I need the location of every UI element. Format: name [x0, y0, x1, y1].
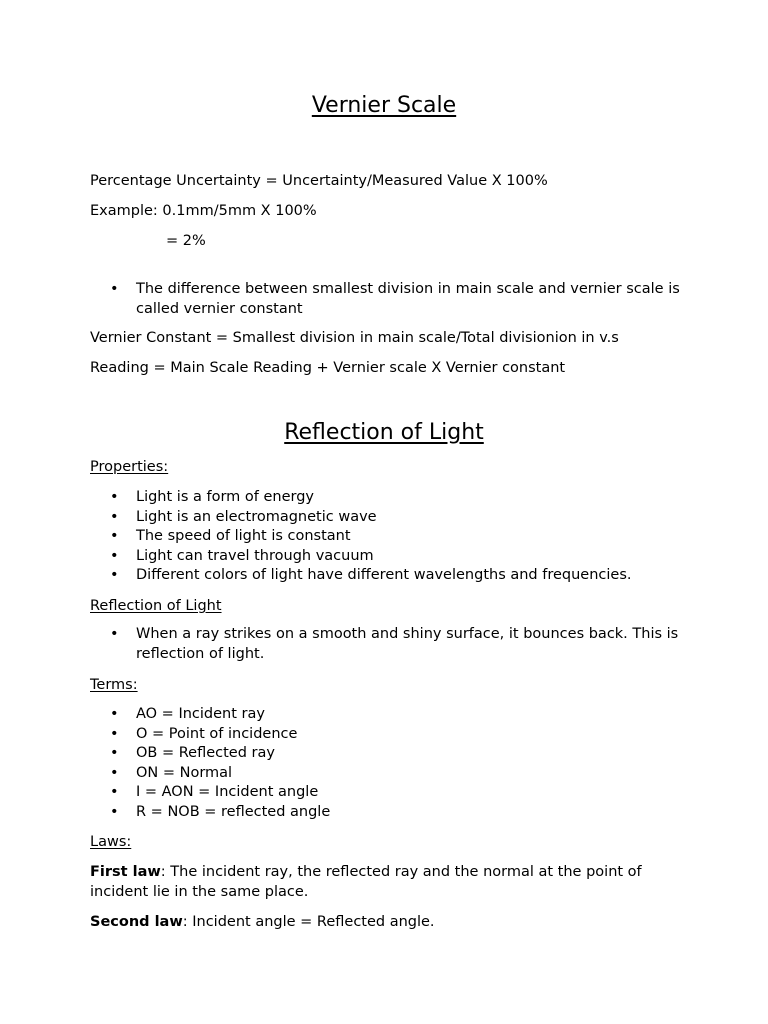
list-item — [90, 744, 680, 764]
percentage-uncertainty-formula: Percentage Uncertainty = Uncertainty/Measured Value X 100% — [90, 173, 548, 189]
list-item-text: I = AON = Incident angle — [136, 784, 319, 801]
list-item-text: R = NOB = reflected angle — [136, 803, 331, 820]
bullet-icon: • — [110, 528, 119, 545]
reading-formula: Reading = Main Scale Reading + Vernier scale X Vernier constant — [90, 360, 566, 376]
list-item — [90, 527, 680, 547]
properties-list — [90, 488, 680, 586]
bullet-icon: • — [110, 745, 119, 762]
properties-heading: Properties: — [90, 459, 169, 475]
example-line: Example: 0.1mm/5mm X 100% — [90, 203, 317, 219]
second-law-label: Second law — [90, 914, 183, 930]
list-item — [90, 625, 680, 664]
bullet-icon: • — [110, 706, 119, 722]
reflection-of-light-title: Reflection of Light — [284, 420, 484, 445]
bullet-icon: • — [110, 626, 119, 642]
bullet-icon: • — [110, 489, 119, 505]
list-item-text: Light can travel through vacuum — [136, 547, 374, 564]
terms-list — [90, 705, 680, 823]
list-item-text: The difference between smallest division in main scale and vernier scale is called vernier constant — [136, 281, 680, 317]
list-item-text: ON = Normal — [136, 764, 233, 781]
list-item-text: Light is an electromagnetic wave — [136, 508, 377, 525]
list-item-text: AO = Incident ray — [136, 706, 265, 722]
list-item — [90, 280, 680, 319]
list-item — [90, 508, 680, 528]
list-item — [90, 488, 680, 508]
list-item-text: O = Point of incidence — [136, 725, 298, 742]
bullet-icon: • — [110, 567, 119, 584]
bullet-icon: • — [110, 547, 119, 564]
list-item-text: OB = Reflected ray — [136, 745, 275, 762]
list-item-text: Different colors of light have different wavelengths and frequencies. — [136, 567, 632, 584]
vernier-constant-definition-list — [90, 280, 680, 319]
list-item — [90, 705, 680, 725]
vernier-constant-formula: Vernier Constant = Smallest division in main scale/Total divisionion in v.s — [90, 330, 619, 346]
bullet-icon: • — [110, 803, 119, 820]
first-law-text: : The incident ray, the reflected ray and the normal at the point of incident lie in the same place. — [90, 864, 642, 900]
reflection-definition-list — [90, 625, 680, 664]
list-item-text: The speed of light is constant — [136, 528, 351, 545]
list-item — [90, 764, 680, 784]
first-law-paragraph — [90, 862, 680, 902]
first-law-label: First law — [90, 864, 161, 880]
bullet-icon: • — [110, 508, 119, 525]
terms-heading: Terms: — [90, 677, 138, 693]
bullet-icon: • — [110, 281, 119, 297]
list-item — [90, 725, 680, 745]
example-result: = 2% — [166, 233, 206, 249]
list-item-text: Light is a form of energy — [136, 489, 315, 505]
list-item-text: When a ray strikes on a smooth and shiny surface, it bounces back. This is reflection of light. — [136, 626, 679, 662]
second-law-paragraph — [90, 912, 680, 932]
list-item — [90, 783, 680, 803]
reflection-subheading: Reflection of Light — [90, 598, 222, 614]
bullet-icon: • — [110, 784, 119, 801]
laws-heading: Laws: — [90, 834, 132, 850]
vernier-scale-title: Vernier Scale — [311, 93, 457, 118]
list-item — [90, 803, 680, 823]
second-law-text: : Incident angle = Reflected angle. — [182, 914, 435, 930]
bullet-icon: • — [110, 725, 119, 742]
bullet-icon: • — [110, 764, 119, 781]
list-item — [90, 547, 680, 567]
list-item — [90, 566, 680, 586]
